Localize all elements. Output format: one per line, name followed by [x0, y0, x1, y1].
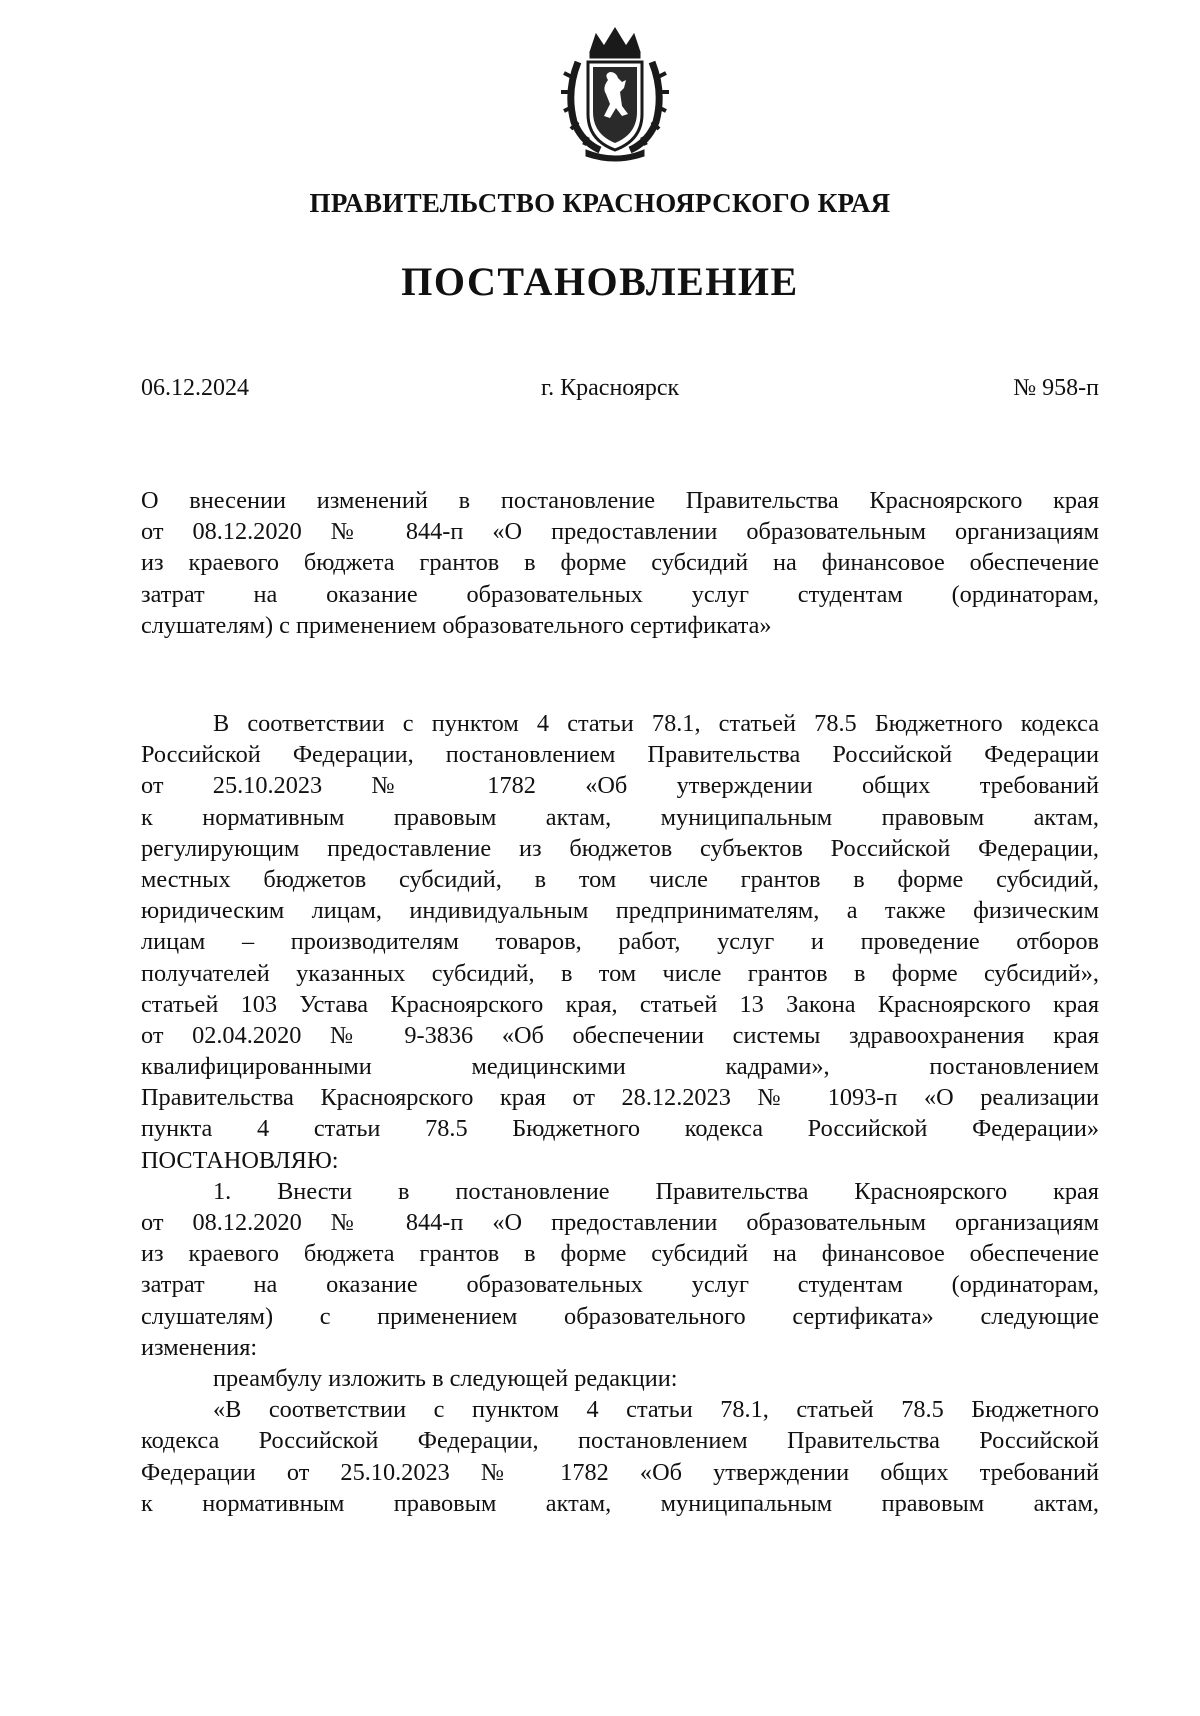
body-line: слушателям) с применением образовательного сертификата» следующие: [141, 1302, 1099, 1330]
body-line: получателей указанных субсидий, в том числе грантов в форме субсидий»,: [141, 959, 1099, 987]
body-line: кодекса Российской Федерации, постановлением Правительства Российской: [141, 1427, 1099, 1455]
document-body: [141, 708, 1099, 1519]
body-line: Федерации от 25.10.2023 № 1782 «Об утверждении общих требований: [141, 1458, 1099, 1486]
document-title: [141, 485, 1099, 641]
body-line: от 25.10.2023 № 1782 «Об утверждении общих требований: [141, 772, 1099, 800]
body-line: к нормативным правовым актам, муниципальным правовым актам,: [141, 1489, 1099, 1517]
body-line: пункта 4 статьи 78.5 Бюджетного кодекса Российской Федерации»: [141, 1115, 1099, 1143]
government-name: ПРАВИТЕЛЬСТВО КРАСНОЯРСКОГО КРАЯ: [309, 188, 891, 218]
document-city: г. Красноярск: [541, 375, 680, 401]
body-line: от 02.04.2020 № 9-3836 «Об обеспечении системы здравоохранения края: [141, 1021, 1099, 1049]
krasnoyarsk-coat-of-arms-icon: [560, 22, 670, 162]
document-meta: [141, 375, 1099, 402]
body-line: Правительства Красноярского края от 28.12.2023 № 1093-п «О реализации: [141, 1084, 1099, 1112]
title-line: слушателям) с применением образовательного сертификата»: [141, 611, 772, 639]
body-line: от 08.12.2020 № 844-п «О предоставлении образовательным организациям: [141, 1209, 1099, 1236]
title-line: от 08.12.2020 № 844-п «О предоставлении образовательным организациям: [141, 518, 1099, 546]
body-line: лицам – производителям товаров, работ, услуг и проведение отборов: [141, 928, 1099, 956]
body-line: изменения:: [141, 1333, 258, 1361]
body-line: статьей 103 Устава Красноярского края, статьей 13 Закона Красноярского края: [141, 990, 1099, 1018]
body-line: «В соответствии с пунктом 4 статьи 78.1, статьей 78.5 Бюджетного: [213, 1396, 1099, 1424]
title-line: из краевого бюджета грантов в форме субсидий на финансовое обеспечение: [141, 549, 1099, 577]
body-line: преамбулу изложить в следующей редакции:: [213, 1364, 678, 1392]
body-line: Российской Федерации, постановлением Правительства Российской Федерации: [141, 741, 1099, 769]
body-line: из краевого бюджета грантов в форме субсидий на финансовое обеспечение: [141, 1240, 1099, 1268]
document-date: 06.12.2024: [141, 375, 249, 401]
title-line: затрат на оказание образовательных услуг студентам (ординаторам,: [141, 580, 1099, 608]
title-line: О внесении изменений в постановление Правительства Красноярского края: [141, 487, 1099, 514]
body-line: квалифицированными медицинскими кадрами», постановлением: [141, 1053, 1099, 1081]
body-line: регулирующим предоставление из бюджетов субъектов Российской Федерации,: [141, 834, 1099, 862]
body-line: 1. Внести в постановление Правительства Красноярского края: [213, 1177, 1099, 1205]
body-line: юридическим лицам, индивидуальным предпринимателям, а также физическим: [141, 897, 1099, 925]
body-line: В соответствии с пунктом 4 статьи 78.1, статьей 78.5 Бюджетного кодекса: [213, 710, 1099, 737]
document-type: ПОСТАНОВЛЕНИЕ: [401, 259, 799, 304]
body-line: к нормативным правовым актам, муниципальным правовым актам,: [141, 803, 1099, 831]
body-line: ПОСТАНОВЛЯЮ:: [141, 1146, 339, 1174]
document-number: № 958-п: [1013, 375, 1099, 401]
body-line: затрат на оказание образовательных услуг студентам (ординаторам,: [141, 1271, 1099, 1299]
body-line: местных бюджетов субсидий, в том числе грантов в форме субсидий,: [141, 865, 1099, 893]
